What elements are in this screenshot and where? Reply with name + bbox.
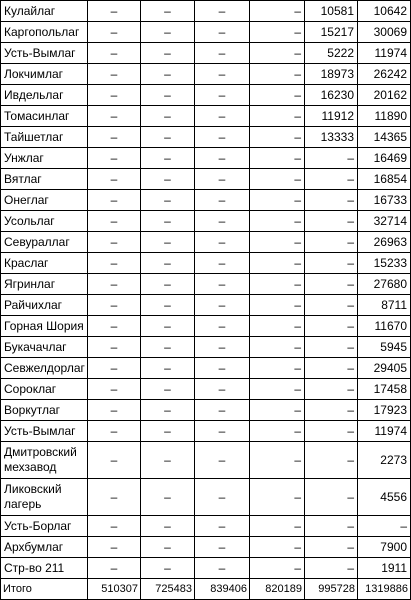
value-cell: – [88,442,141,479]
value-cell: – [195,316,250,337]
camp-name: Усть-Вымлаг [1,43,88,64]
value-cell: – [141,337,195,358]
value-cell: 2273 [358,442,411,479]
value-cell: – [141,421,195,442]
value-cell: – [195,190,250,211]
value-cell: – [88,169,141,190]
value-cell: – [195,358,250,379]
value-cell: – [305,516,358,537]
value-cell: – [195,211,250,232]
value-cell: 16854 [358,169,411,190]
value-cell: – [195,274,250,295]
value-cell: – [305,148,358,169]
table-row [1,479,411,516]
value-cell: 16469 [358,148,411,169]
value-cell: 17458 [358,379,411,400]
value-cell: 20162 [358,85,411,106]
camp-name: Архбумлаг [1,537,88,558]
value-cell: – [305,442,358,479]
value-cell: – [195,64,250,85]
value-cell: – [305,358,358,379]
value-cell: – [88,295,141,316]
value-cell: 27680 [358,274,411,295]
camp-name: Райчихлаг [1,295,88,316]
value-cell: – [88,379,141,400]
table-row [1,148,411,169]
camp-name: Усольлаг [1,211,88,232]
camp-name: Ягринлаг [1,274,88,295]
camp-name: Томасинлаг [1,106,88,127]
value-cell: 5222 [305,43,358,64]
value-cell: 4556 [358,479,411,516]
camp-name: Дмитровский мехзавод [1,442,88,479]
value-cell: – [88,1,141,22]
table-row [1,274,411,295]
table-row [1,64,411,85]
value-cell: – [141,211,195,232]
value-cell: – [88,479,141,516]
value-cell: – [305,211,358,232]
value-cell: – [141,442,195,479]
value-cell: – [195,85,250,106]
camp-name: Горная Шория [1,316,88,337]
value-cell: – [88,106,141,127]
value-cell: – [141,295,195,316]
value-cell: 32714 [358,211,411,232]
value-cell: – [195,421,250,442]
value-cell: – [250,22,305,43]
value-cell: – [141,479,195,516]
value-cell: – [305,479,358,516]
value-cell: – [141,358,195,379]
value-cell: – [250,169,305,190]
table-row [1,253,411,274]
value-cell: – [141,379,195,400]
camp-name: Усть-Вымлаг [1,421,88,442]
value-cell: – [195,253,250,274]
value-cell: – [250,358,305,379]
value-cell: – [305,316,358,337]
camp-name: Тайшетлаг [1,127,88,148]
value-cell: – [250,479,305,516]
value-cell: – [88,85,141,106]
value-cell: – [88,421,141,442]
value-cell: – [88,253,141,274]
table-row [1,421,411,442]
value-cell: – [88,274,141,295]
table-row [1,400,411,421]
value-cell: – [88,43,141,64]
value-cell: – [250,253,305,274]
table-row [1,232,411,253]
value-cell: – [250,43,305,64]
value-cell: – [250,127,305,148]
table-row [1,169,411,190]
value-cell: – [88,22,141,43]
value-cell: 15217 [305,22,358,43]
value-cell: 11670 [358,316,411,337]
table-row [1,316,411,337]
value-cell: – [195,232,250,253]
camp-name: Ликовский лагерь [1,479,88,516]
camp-name: Усть-Борлаг [1,516,88,537]
value-cell: – [250,379,305,400]
value-cell: – [305,537,358,558]
value-cell: – [195,127,250,148]
camp-name: Локчимлаг [1,64,88,85]
table-row [1,537,411,558]
value-cell: – [88,400,141,421]
value-cell: 11890 [358,106,411,127]
value-cell: – [88,358,141,379]
value-cell: – [358,516,411,537]
value-cell: – [305,274,358,295]
value-cell: – [141,253,195,274]
value-cell: 14365 [358,127,411,148]
total-value: 725483 [141,579,195,600]
table-row [1,516,411,537]
value-cell: – [250,211,305,232]
value-cell: – [195,558,250,579]
camp-name: Вятлаг [1,169,88,190]
value-cell: – [195,400,250,421]
total-row [1,579,411,600]
value-cell: – [250,64,305,85]
value-cell: – [88,316,141,337]
value-cell: – [141,85,195,106]
value-cell: – [195,148,250,169]
value-cell: – [141,558,195,579]
value-cell: – [141,274,195,295]
table-row [1,106,411,127]
value-cell: – [250,295,305,316]
value-cell: – [141,169,195,190]
value-cell: – [195,169,250,190]
value-cell: – [141,537,195,558]
value-cell: 26963 [358,232,411,253]
value-cell: – [250,232,305,253]
value-cell: – [141,516,195,537]
value-cell: – [195,22,250,43]
camp-name: Каргопольлаг [1,22,88,43]
value-cell: – [141,43,195,64]
camp-name: Онеглаг [1,190,88,211]
value-cell: 11974 [358,43,411,64]
value-cell: – [141,106,195,127]
value-cell: – [250,558,305,579]
value-cell: – [250,400,305,421]
value-cell: 7900 [358,537,411,558]
value-cell: – [88,516,141,537]
value-cell: – [88,558,141,579]
value-cell: 10581 [305,1,358,22]
total-value: 839406 [195,579,250,600]
camp-name: Сороклаг [1,379,88,400]
value-cell: – [305,169,358,190]
table-row [1,190,411,211]
total-label: Итого [1,579,88,600]
value-cell: – [88,190,141,211]
table-row [1,295,411,316]
value-cell: – [141,316,195,337]
value-cell: – [88,211,141,232]
table-row [1,442,411,479]
table-row [1,85,411,106]
value-cell: – [141,127,195,148]
value-cell: – [141,22,195,43]
value-cell: – [195,537,250,558]
value-cell: 17923 [358,400,411,421]
total-value: 510307 [88,579,141,600]
value-cell: – [250,337,305,358]
table-row [1,43,411,64]
camp-name: Севжелдорлаг [1,358,88,379]
value-cell: 10642 [358,1,411,22]
value-cell: 1911 [358,558,411,579]
value-cell: 18973 [305,64,358,85]
camp-name: Ивдельлаг [1,85,88,106]
value-cell: – [250,148,305,169]
camp-name: Стр-во 211 [1,558,88,579]
value-cell: – [305,421,358,442]
value-cell: – [250,537,305,558]
value-cell: 16230 [305,85,358,106]
value-cell: – [195,516,250,537]
value-cell: – [141,400,195,421]
value-cell: – [305,253,358,274]
value-cell: – [195,442,250,479]
value-cell: – [250,85,305,106]
value-cell: – [305,232,358,253]
value-cell: – [305,190,358,211]
value-cell: – [195,106,250,127]
table-row [1,358,411,379]
value-cell: 30069 [358,22,411,43]
value-cell: – [141,232,195,253]
value-cell: – [250,106,305,127]
table-row [1,22,411,43]
value-cell: 11974 [358,421,411,442]
value-cell: – [88,232,141,253]
value-cell: 8711 [358,295,411,316]
value-cell: – [141,64,195,85]
value-cell: 13333 [305,127,358,148]
table-row [1,379,411,400]
value-cell: – [250,516,305,537]
value-cell: – [250,190,305,211]
table-row [1,558,411,579]
camp-name: Воркутлаг [1,400,88,421]
value-cell: – [141,190,195,211]
camp-name: Севураллаг [1,232,88,253]
value-cell: – [195,479,250,516]
value-cell: – [195,43,250,64]
value-cell: – [305,558,358,579]
total-value: 1319886 [358,579,411,600]
camp-name: Букачачлаг [1,337,88,358]
table-row [1,127,411,148]
camp-name: Унжлаг [1,148,88,169]
value-cell: – [195,1,250,22]
value-cell: – [250,316,305,337]
value-cell: 15233 [358,253,411,274]
value-cell: – [141,148,195,169]
camp-name: Кулайлаг [1,1,88,22]
value-cell: 5945 [358,337,411,358]
value-cell: 29405 [358,358,411,379]
value-cell: – [305,295,358,316]
value-cell: – [305,400,358,421]
table-row [1,211,411,232]
table-row [1,337,411,358]
value-cell: – [305,379,358,400]
value-cell: – [88,537,141,558]
value-cell: – [250,274,305,295]
value-cell: 26242 [358,64,411,85]
value-cell: – [88,127,141,148]
value-cell: – [141,1,195,22]
camp-name: Краслаг [1,253,88,274]
value-cell: – [195,337,250,358]
value-cell: 16733 [358,190,411,211]
value-cell: – [250,1,305,22]
value-cell: – [88,148,141,169]
total-value: 995728 [305,579,358,600]
value-cell: – [195,379,250,400]
value-cell: – [250,421,305,442]
total-value: 820189 [250,579,305,600]
table-row [1,1,411,22]
value-cell: – [195,295,250,316]
value-cell: – [305,337,358,358]
value-cell: – [88,337,141,358]
value-cell: 11912 [305,106,358,127]
value-cell: – [88,64,141,85]
value-cell: – [250,442,305,479]
